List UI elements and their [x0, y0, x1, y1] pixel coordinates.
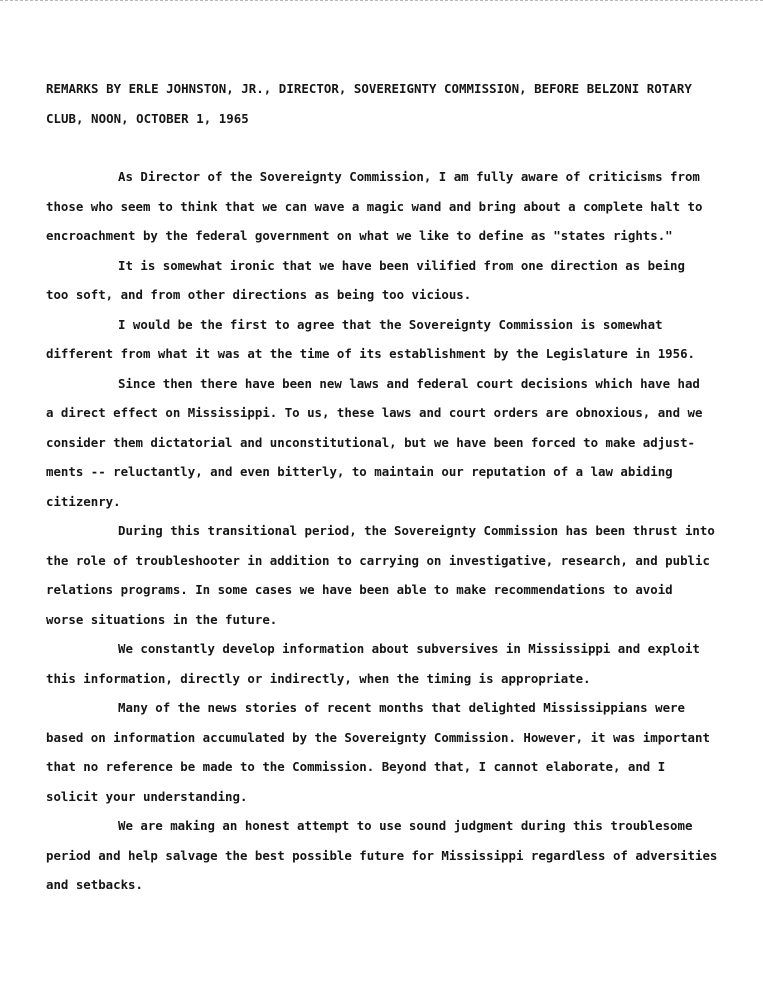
paragraph-line: those who seem to think that we can wave a magic wand and bring about a complete halt to [46, 198, 703, 214]
paragraph-line: It is somewhat ironic that we have been vilified from one direction as being [118, 257, 685, 273]
paragraph-line: We are making an honest attempt to use sound judgment during this troublesome [118, 818, 693, 833]
paragraph-line: period and help salvage the best possible future for Mississippi regardless of adversities [46, 847, 718, 863]
paragraph-line: relations programs. In some cases we have been able to make recommendations to avoid [46, 582, 673, 597]
paragraph-line: that no reference be made to the Commission. Beyond that, I cannot elaborate, and I [46, 759, 666, 774]
paragraph [46, 251, 726, 310]
document-heading [46, 74, 726, 133]
paragraph-line: We constantly develop information about subversives in Mississippi and exploit [118, 641, 700, 656]
paragraph-line: based on information accumulated by the Sovereignty Commission. However, it was important [46, 729, 710, 745]
paragraph-line: ments -- reluctantly, and even bitterly, to maintain our reputation of a law abiding [46, 464, 673, 479]
document-body [46, 162, 726, 900]
heading-line-2: CLUB, NOON, OCTOBER 1, 1965 [46, 110, 249, 126]
paragraph-line: this information, directly or indirectly, when the timing is appropriate. [46, 670, 591, 686]
paragraph [46, 811, 726, 900]
paragraph-line: worse situations in the future. [46, 611, 278, 627]
paragraph-line: too soft, and from other directions as being too vicious. [46, 287, 472, 302]
paragraph-line: I would be the first to agree that the Sovereignty Commission is somewhat [118, 316, 663, 332]
heading-line-1: REMARKS BY ERLE JOHNSTON, JR., DIRECTOR, SOVEREIGNTY COMMISSION, BEFORE BELZONI ROTARY [46, 81, 692, 96]
paragraph-line: and setbacks. [46, 877, 143, 892]
page-top-border [0, 0, 763, 1]
paragraph [46, 162, 726, 251]
paragraph-line: different from what it was at the time of its establishment by the Legislature in 1956. [46, 346, 696, 361]
paragraph [46, 310, 726, 369]
paragraph [46, 516, 726, 634]
paragraph [46, 369, 726, 517]
paragraph-line: a direct effect on Mississippi. To us, these laws and court orders are obnoxious, and we [46, 405, 703, 420]
paragraph-line: During this transitional period, the Sovereignty Commission has been thrust into [118, 523, 715, 538]
paragraph [46, 693, 726, 811]
typewritten-page [46, 74, 726, 900]
paragraph-line: Since then there have been new laws and federal court decisions which have had [118, 375, 700, 391]
paragraph-line: Many of the news stories of recent months that delighted Mississippians were [118, 700, 685, 715]
paragraph-line: consider them dictatorial and unconstitutional, but we have been forced to make adjust- [46, 434, 696, 450]
paragraph-line: As Director of the Sovereignty Commission, I am fully aware of criticisms from [118, 169, 700, 184]
paragraph-line: citizenry. [46, 493, 121, 509]
paragraph [46, 634, 726, 693]
paragraph-line: the role of troubleshooter in addition to carrying on investigative, research, and public [46, 552, 710, 568]
paragraph-line: encroachment by the federal government on what we like to define as "states rights." [46, 228, 673, 243]
paragraph-line: solicit your understanding. [46, 788, 248, 804]
